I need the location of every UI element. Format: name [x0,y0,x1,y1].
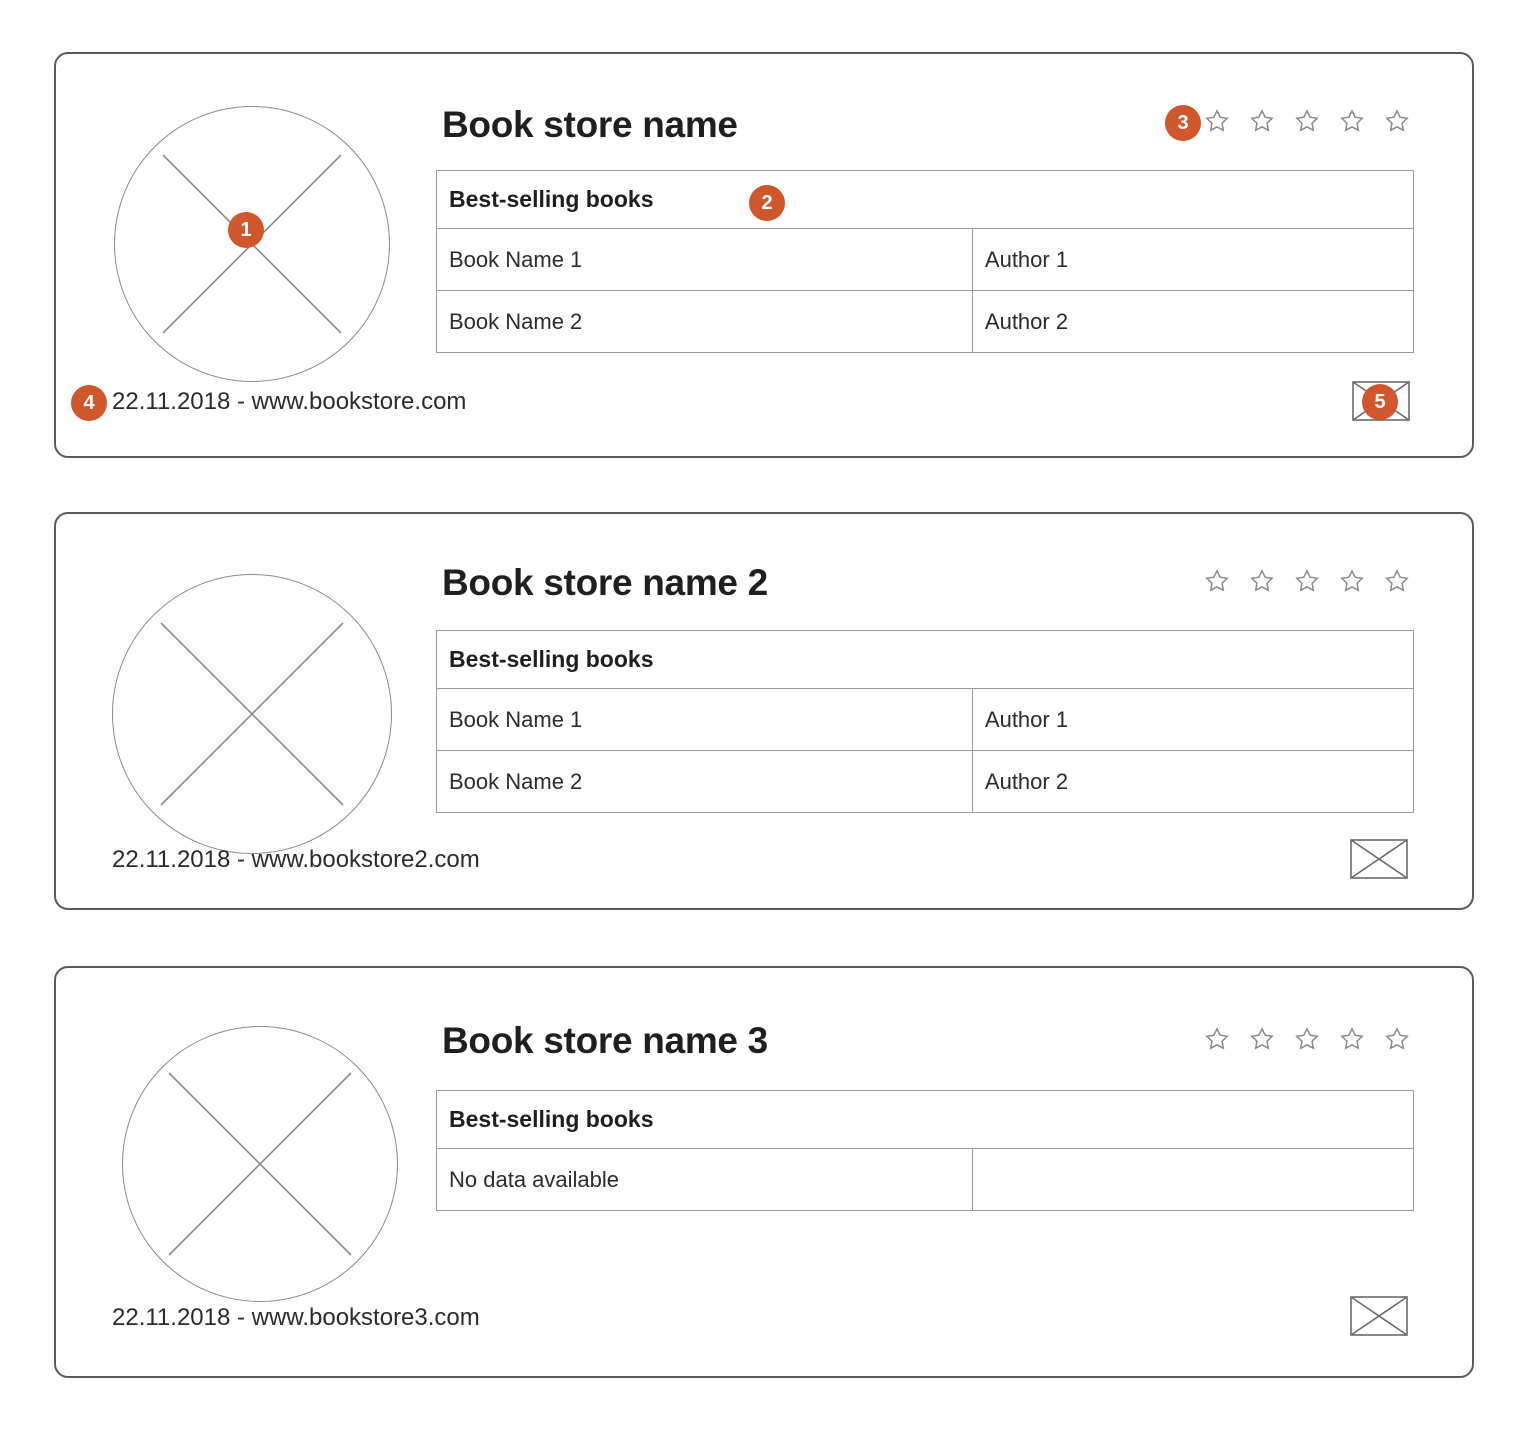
best-selling-books-table [436,1090,1414,1211]
store-card[interactable] [54,966,1474,1378]
no-data-cell: No data available [437,1149,973,1210]
star-icon[interactable] [1249,568,1275,594]
footer-date-url[interactable]: 22.11.2018 - www.bookstore.com [112,388,467,415]
table-row[interactable] [437,1149,1413,1210]
author-cell [973,1149,1413,1210]
best-selling-books-table [436,170,1414,353]
rating-stars[interactable] [1204,568,1410,594]
star-icon[interactable] [1204,1026,1230,1052]
star-icon[interactable] [1249,108,1275,134]
star-icon[interactable] [1294,568,1320,594]
store-logo[interactable] [122,1026,398,1302]
table-row[interactable] [437,689,1413,751]
rating-stars[interactable] [1204,108,1410,134]
table-header-row [437,631,1413,689]
star-icon[interactable] [1339,1026,1365,1052]
store-card[interactable] [54,52,1474,458]
envelope-icon[interactable] [1350,839,1408,879]
annotation-badge-5: 5 [1362,384,1398,420]
table-row[interactable] [437,229,1413,291]
store-logo[interactable] [112,574,392,854]
star-icon[interactable] [1384,108,1410,134]
best-selling-books-table [436,630,1414,813]
author-cell: Author 1 [984,246,1069,272]
envelope-icon[interactable] [1350,1296,1408,1336]
store-title: Book store name [442,104,738,145]
book-name-cell: Book Name 1 [437,689,973,750]
store-title: Book store name 2 [442,562,768,603]
image-placeholder-icon [123,1027,397,1301]
star-icon[interactable] [1294,1026,1320,1052]
store-card[interactable] [54,512,1474,910]
annotation-badge-3: 3 [1165,105,1201,141]
annotation-badge-1: 1 [228,212,264,248]
rating-stars[interactable] [1204,1026,1410,1052]
best-selling-books-header: Best-selling books [449,186,654,212]
table-row[interactable] [437,751,1413,812]
footer-date-url[interactable]: 22.11.2018 - www.bookstore3.com [112,1304,480,1331]
star-icon[interactable] [1294,108,1320,134]
star-icon[interactable] [1204,568,1230,594]
best-selling-books-header: Best-selling books [449,646,654,672]
star-icon[interactable] [1204,108,1230,134]
book-name-cell: Book Name 2 [437,291,973,352]
star-icon[interactable] [1384,568,1410,594]
author-cell: Author 1 [984,706,1069,732]
table-row[interactable] [437,291,1413,352]
author-cell: Author 2 [984,308,1069,334]
star-icon[interactable] [1339,108,1365,134]
star-icon[interactable] [1249,1026,1275,1052]
annotation-badge-2: 2 [749,185,785,221]
image-placeholder-icon [113,575,391,853]
book-name-cell: Book Name 2 [437,751,973,812]
star-icon[interactable] [1384,1026,1410,1052]
table-header-row [437,171,1413,229]
store-title: Book store name 3 [442,1020,768,1061]
author-cell: Author 2 [984,768,1069,794]
table-header-row [437,1091,1413,1149]
footer-date-url[interactable]: 22.11.2018 - www.bookstore2.com [112,846,480,873]
best-selling-books-header: Best-selling books [449,1106,654,1132]
book-name-cell: Book Name 1 [437,229,973,290]
annotation-badge-4: 4 [71,385,107,421]
star-icon[interactable] [1339,568,1365,594]
